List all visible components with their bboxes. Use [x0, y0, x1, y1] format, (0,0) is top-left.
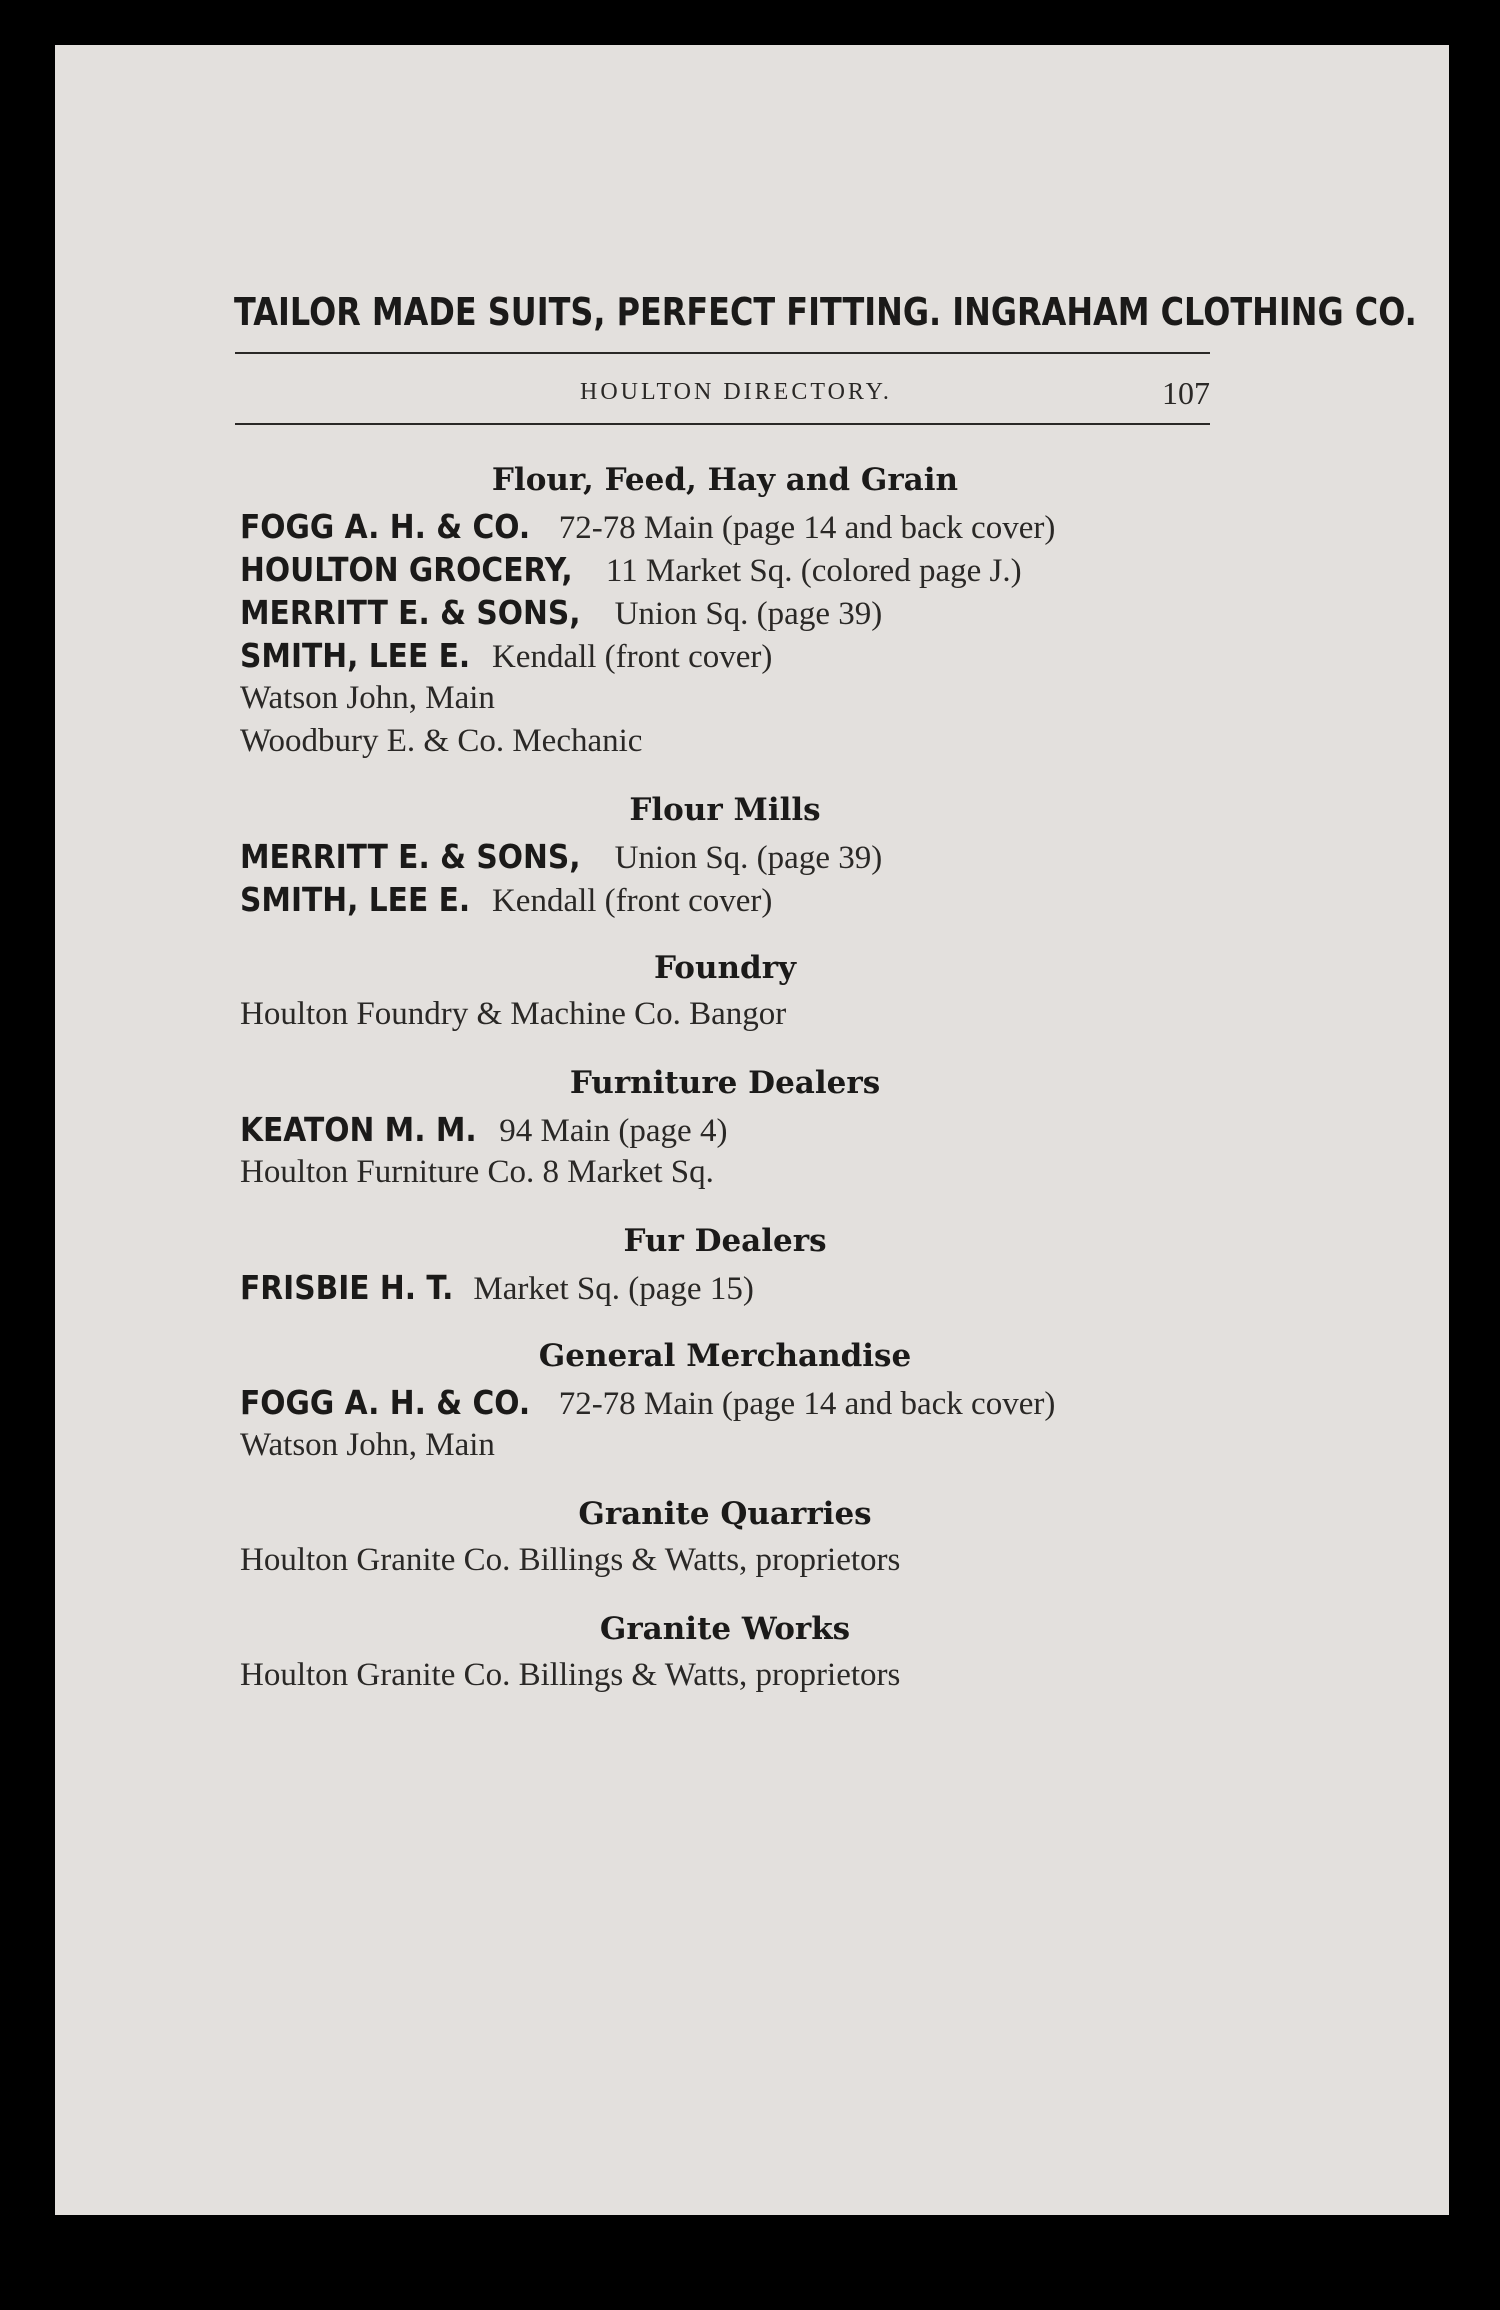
business-detail: Woodbury E. & Co. Mechanic	[240, 723, 643, 759]
list-item	[240, 1381, 1210, 1424]
section-foundry	[240, 943, 1210, 1036]
list-item	[240, 720, 1210, 763]
business-name: FOGG A. H. & CO.	[240, 507, 531, 546]
section-granite-works	[240, 1604, 1210, 1697]
business-name: MERRITT E. & SONS,	[240, 837, 581, 876]
business-detail: Houlton Granite Co. Billings & Watts, proprietors	[240, 1542, 901, 1578]
business-detail: 72-78 Main (page 14 and back cover)	[550, 510, 1056, 546]
business-name: MERRITT E. & SONS,	[240, 593, 581, 632]
business-detail: Watson John, Main	[240, 1427, 495, 1463]
section-title: Flour, Feed, Hay and Grain	[491, 462, 959, 498]
business-detail: 11 Market Sq. (colored page J.)	[597, 553, 1022, 589]
business-name: SMITH, LEE E.	[240, 880, 471, 919]
list-item	[240, 878, 1210, 921]
list-item	[240, 1266, 1210, 1309]
business-name: SMITH, LEE E.	[240, 636, 471, 675]
section-general-merchandise	[240, 1331, 1210, 1467]
list-item	[240, 835, 1210, 878]
page-number: 107	[1162, 375, 1210, 411]
section-title: Foundry	[653, 950, 797, 986]
business-detail: Market Sq. (page 15)	[465, 1271, 754, 1307]
section-title: Furniture Dealers	[569, 1065, 881, 1101]
list-item	[240, 1108, 1210, 1151]
section-fur-dealers	[240, 1216, 1210, 1309]
business-detail: Kendall (front cover)	[483, 883, 773, 919]
business-detail: Union Sq. (page 39)	[606, 840, 883, 876]
business-detail: Union Sq. (page 39)	[606, 596, 883, 632]
section-title: Granite Works	[599, 1611, 851, 1647]
list-item	[240, 634, 1210, 677]
list-item	[240, 677, 1210, 720]
business-detail: Kendall (front cover)	[483, 639, 773, 675]
section-flour-mills	[240, 785, 1210, 921]
advertisement-banner: TAILOR MADE SUITS, PERFECT FITTING. INGRAHAM CLOTHING CO.	[234, 290, 1417, 334]
business-detail: Houlton Foundry & Machine Co. Bangor	[240, 996, 787, 1032]
business-name: HOULTON GROCERY,	[240, 550, 573, 589]
section-furniture-dealers	[240, 1058, 1210, 1194]
directory-listing	[240, 455, 1210, 1719]
business-name: FOGG A. H. & CO.	[240, 1383, 531, 1422]
business-name: KEATON M. M.	[240, 1110, 477, 1149]
business-detail: Houlton Furniture Co. 8 Market Sq.	[240, 1154, 714, 1190]
list-item	[240, 1151, 1210, 1194]
business-detail: Watson John, Main	[240, 680, 495, 716]
section-granite-quarries	[240, 1489, 1210, 1582]
header-rule-bottom	[235, 423, 1210, 425]
business-detail: Houlton Granite Co. Billings & Watts, proprietors	[240, 1657, 901, 1693]
business-detail: 94 Main (page 4)	[491, 1113, 728, 1149]
running-head	[235, 375, 1210, 415]
list-item	[240, 505, 1210, 548]
section-title: Flour Mills	[629, 792, 821, 828]
list-item	[240, 993, 1210, 1036]
section-flour-feed-hay-grain	[240, 455, 1210, 763]
list-item	[240, 1539, 1210, 1582]
business-name: FRISBIE H. T.	[240, 1268, 454, 1307]
business-detail: 72-78 Main (page 14 and back cover)	[550, 1386, 1056, 1422]
section-title: General Merchandise	[538, 1338, 912, 1374]
header-rule-top	[235, 352, 1210, 354]
list-item	[240, 591, 1210, 634]
list-item	[240, 548, 1210, 591]
list-item	[240, 1424, 1210, 1467]
section-title: Granite Quarries	[578, 1496, 872, 1532]
section-title: Fur Dealers	[623, 1223, 827, 1259]
running-title: HOULTON DIRECTORY.	[580, 379, 892, 405]
list-item	[240, 1654, 1210, 1697]
